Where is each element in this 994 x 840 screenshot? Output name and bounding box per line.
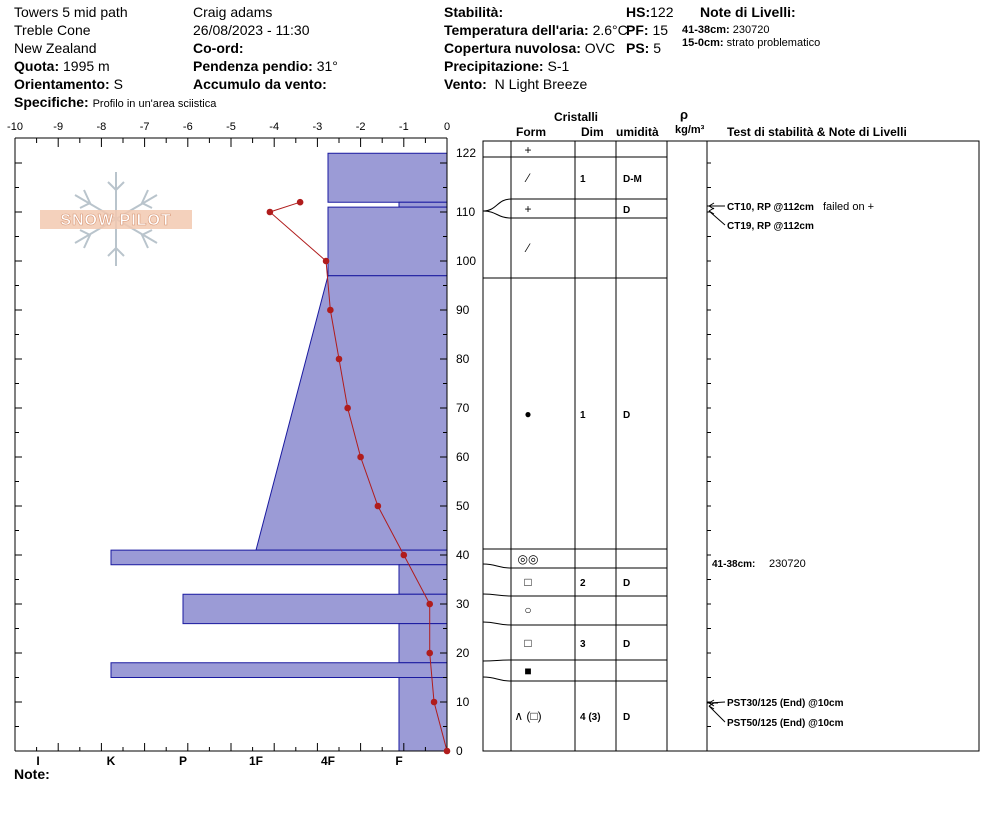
layer-note-text: 230720: [769, 558, 806, 570]
hardness-layer: [399, 202, 447, 207]
layer-connector: [483, 594, 511, 596]
x-top-tick-label: -6: [182, 121, 193, 133]
temperature-point: [431, 699, 438, 706]
stability-test: PST30/125 (End) @10cm: [727, 698, 844, 709]
layer-note-text: strato problematico: [726, 37, 821, 49]
y-tick-label: 70: [456, 401, 470, 415]
elevation-label: Quota:: [14, 58, 60, 74]
layer-table: [483, 141, 979, 751]
crystals-title: Cristalli: [554, 110, 599, 124]
stability-label: Stabilità:: [444, 4, 504, 20]
observer: Craig adams: [193, 4, 273, 20]
aspect-value: S: [113, 76, 123, 92]
hardness-label: I: [36, 754, 40, 768]
y-tick-label: 30: [456, 597, 470, 611]
x-top-tick-label: -7: [139, 121, 150, 133]
temperature-point: [426, 650, 433, 657]
logo-text: SNOW PILOT: [60, 212, 172, 229]
layer-note-range: 41-38cm:: [712, 559, 756, 570]
ps-label: PS:: [626, 40, 650, 56]
x-top-tick-label: -1: [398, 121, 409, 133]
grain-size: 3: [580, 639, 586, 650]
x-top-tick-label: -5: [226, 121, 236, 133]
elevation-value: 1995 m: [63, 58, 110, 74]
hardness-label: 1F: [248, 754, 264, 768]
moisture: D-M: [623, 174, 642, 185]
temperature-point: [336, 356, 343, 363]
test-arrow: [709, 706, 725, 722]
grain-form: ■: [524, 664, 532, 678]
specifics-label: Specifiche:: [14, 94, 89, 110]
country: New Zealand: [14, 40, 97, 56]
temperature-point: [444, 748, 451, 755]
grain-form: ◎◎: [517, 552, 539, 566]
hardness-layer: [256, 276, 447, 550]
y-tick-label: 110: [456, 205, 476, 219]
y-tick-label: 122: [456, 146, 477, 161]
y-tick-label: 20: [456, 646, 470, 660]
temperature-point: [297, 199, 304, 206]
col-moisture: umidità: [616, 125, 659, 139]
hardness-layer: [328, 207, 447, 276]
stability-test-note: failed on +: [823, 201, 875, 213]
moisture: D: [623, 712, 631, 723]
col-density-symbol: ρ: [680, 107, 689, 122]
temperature-point: [401, 552, 408, 559]
layer-note-range: 15-0cm:: [682, 37, 724, 49]
grain-form: □: [524, 636, 532, 650]
moisture: D: [623, 410, 631, 421]
grain-size: 4 (3): [580, 712, 601, 723]
area: Treble Cone: [14, 22, 91, 38]
col-density-unit: kg/m³: [675, 124, 705, 136]
grain-size: 2: [580, 578, 586, 589]
hs-label: HS:: [626, 4, 651, 20]
x-top-tick-label: -8: [96, 121, 107, 133]
air-temp-label: Temperatura dell'aria:: [444, 22, 589, 38]
layer-connector: [483, 211, 511, 218]
cloud-label: Copertura nuvolosa:: [444, 40, 581, 56]
layer-note-range: 41-38cm:: [682, 24, 730, 36]
temperature-point: [375, 503, 382, 510]
layer-connector: [483, 564, 511, 568]
layer-connector: [483, 677, 511, 681]
location: Towers 5 mid path: [14, 4, 128, 20]
notes-label: Note:: [14, 766, 50, 782]
precip-value: S-1: [547, 58, 570, 74]
layer-note-text: 230720: [732, 24, 770, 36]
hardness-layer: [111, 550, 447, 565]
specifics-value: Profilo in un'area sciistica: [92, 98, 217, 110]
col-form: Form: [516, 125, 546, 139]
grain-form: +: [524, 143, 532, 157]
wind-label: Vento:: [444, 76, 487, 92]
layer-connector: [483, 660, 511, 661]
coord-label: Co-ord:: [193, 40, 244, 56]
y-tick-label: 90: [456, 303, 470, 317]
hardness-layer: [183, 594, 447, 623]
hardness-layers: [111, 153, 447, 751]
ps-value: 5: [653, 40, 662, 56]
x-top-tick-label: -3: [312, 121, 323, 133]
grain-form: □: [524, 575, 532, 589]
y-tick-label: 60: [456, 450, 470, 464]
hardness-label: P: [178, 754, 188, 768]
temperature-point: [426, 601, 433, 608]
hardness-label: 4F: [320, 754, 336, 768]
wind-load-label: Accumulo da vento:: [193, 76, 327, 92]
grain-form: ○: [524, 603, 532, 617]
stability-test: CT19, RP @112cm: [727, 221, 814, 232]
y-tick-label: 0: [456, 744, 463, 758]
grain-form: ∧ (□): [514, 709, 542, 723]
y-tick-label: 10: [456, 695, 470, 709]
temperature-point: [357, 454, 364, 461]
x-top-tick-label: -10: [7, 121, 23, 133]
y-tick-label: 40: [456, 548, 470, 562]
hs-value: 122: [650, 4, 674, 20]
layer-connector: [483, 199, 511, 211]
grain-form: ⁄: [526, 171, 530, 185]
grain-size: 1: [580, 410, 586, 421]
y-tick-label: 50: [456, 499, 470, 513]
hardness-layer: [399, 565, 447, 594]
moisture: D: [623, 205, 631, 216]
hardness-label: K: [106, 754, 116, 768]
col-size: Dim: [581, 125, 604, 139]
moisture: D: [623, 578, 631, 589]
stability-test: CT10, RP @112cm: [727, 202, 814, 213]
slope-value: 31°: [316, 58, 338, 74]
y-tick-label: 100: [456, 254, 477, 268]
wind-value: N Light Breeze: [494, 76, 588, 92]
moisture: D: [623, 639, 631, 650]
stability-test: PST50/125 (End) @10cm: [727, 718, 844, 729]
temperature-point: [344, 405, 351, 412]
pf-label: PF:: [626, 22, 649, 38]
grain-form: ●: [524, 407, 532, 421]
x-top-tick-label: -2: [355, 121, 366, 133]
y-tick-label: 80: [456, 352, 470, 366]
hardness-label: F: [395, 754, 403, 768]
temperature-point: [327, 307, 334, 314]
x-top-tick-label: -4: [269, 121, 280, 133]
x-top-tick-label: 0: [443, 121, 451, 133]
hardness-layer: [399, 624, 447, 663]
slope-label: Pendenza pendio:: [193, 58, 313, 74]
temperature-point: [267, 209, 274, 216]
hardness-layer: [111, 663, 447, 678]
snowpilot-logo: [40, 172, 192, 266]
x-top-tick-label: -9: [53, 121, 64, 133]
grain-form: ⁄: [526, 241, 530, 255]
cloud-value: OVC: [584, 40, 616, 56]
datetime: 26/08/2023 - 11:30: [193, 22, 310, 38]
temperature-point: [323, 258, 330, 265]
layer-connector: [483, 622, 511, 625]
pf-value: 15: [652, 22, 669, 38]
precip-label: Precipitazione:: [444, 58, 544, 74]
grain-size: 1: [580, 174, 586, 185]
col-tests: Test di stabilità & Note di Livelli: [727, 125, 907, 139]
test-arrow: [709, 211, 725, 225]
hardness-layer: [328, 153, 447, 202]
air-temp-value: 2.6°C: [592, 22, 628, 38]
hardness-layer: [399, 678, 447, 752]
layer-notes-title: Note di Livelli:: [700, 4, 796, 20]
aspect-label: Orientamento:: [14, 76, 110, 92]
grain-form: +: [524, 202, 532, 216]
